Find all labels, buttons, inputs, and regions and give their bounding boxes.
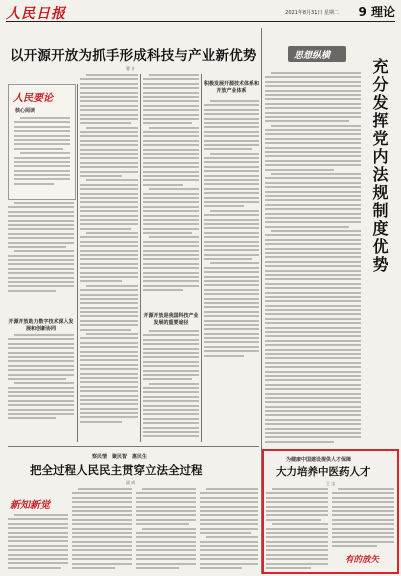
tcm-stamp-text: 有的放矢 — [345, 555, 380, 565]
lawmaking-badge-text: 新知新觉 — [10, 500, 50, 511]
tcm-col-2 — [332, 488, 394, 550]
column-badge-text: 人民要论 — [13, 93, 53, 104]
main-article-col-3b — [143, 330, 199, 440]
lawmaking-badge — [10, 496, 50, 511]
main-article-col-4 — [204, 100, 259, 440]
section-name: 理论 — [370, 5, 395, 19]
tcm-stamp — [345, 553, 379, 565]
tcm-kicker: 为健康中国建设提供人才保障 — [286, 457, 352, 463]
tcm-col-1 — [266, 488, 328, 570]
column-badge — [13, 89, 53, 104]
tcm-title: 大力培养中医药人才 — [276, 466, 371, 478]
commentary-badge — [288, 46, 346, 62]
commentary-body — [265, 72, 361, 444]
lawmaking-col-2 — [72, 488, 132, 574]
tcm-author: 王 宝 — [326, 481, 336, 486]
commentary-title: 充分发挥党内法规制度优势 — [370, 58, 389, 274]
page-label — [358, 3, 395, 20]
lawmaking-col-1 — [8, 514, 68, 574]
subhead-b: 开源开放是我国科技产业发展的重要途径 — [143, 313, 199, 326]
core-reading-text — [14, 117, 70, 193]
column-box — [8, 84, 76, 200]
masthead — [6, 3, 395, 22]
main-article-col-1b — [8, 334, 74, 442]
main-article-col-1 — [8, 202, 74, 312]
lawmaking-col-3 — [136, 488, 196, 574]
lawmaking-title: 把全过程人民民主贯穿立法全过程 — [30, 463, 203, 477]
lawmaking-col-4 — [200, 488, 258, 574]
lawmaking-kicker: 察民情 聚民智 惠民生 — [92, 454, 148, 460]
subhead-c: 开源开放助力数字技术深入发展和创新协同 — [8, 319, 74, 332]
subhead-a: 积极发展开源技术体系和开放产业体系 — [204, 81, 260, 94]
lawmaking-author: 邱 成 — [126, 480, 136, 485]
main-article-author: 曹 计 — [126, 66, 136, 71]
issue-date: 2021年8月31日 星期二 — [285, 10, 339, 16]
page-number: 9 — [358, 5, 367, 19]
commentary-badge-text: 思想纵横 — [294, 51, 331, 61]
main-article-title: 以开源开放为抓手形成科技与产业新优势 — [10, 48, 257, 64]
main-article-col-2 — [80, 74, 138, 440]
core-reading-label: 核心阅读 — [15, 108, 36, 114]
newspaper-logo: 人民日报 — [6, 6, 66, 22]
